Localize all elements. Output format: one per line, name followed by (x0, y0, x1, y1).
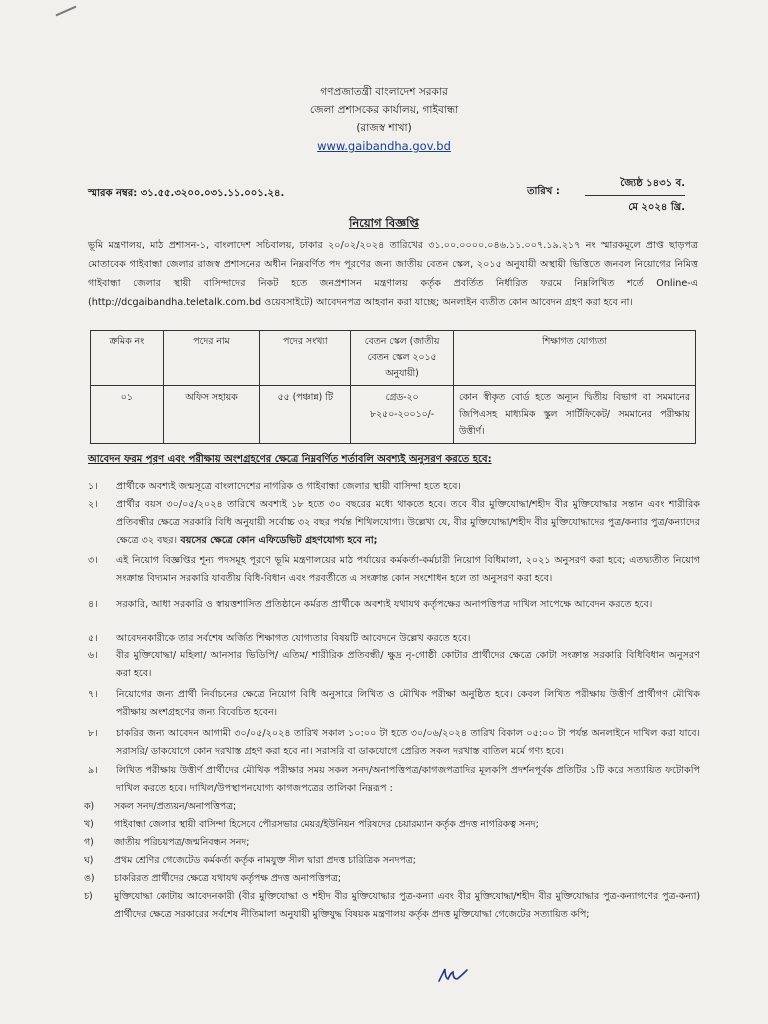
list-text: প্রথম শ্রেণির গেজেটেড কর্মকর্তা কর্তৃক নামযুক্ত সীল দ্বারা প্রদত্ত চারিত্রিক সনদপত্র; (114, 855, 416, 866)
condition-emphasis: বয়সের ক্ষেত্রে কোন এফিডেভিট গ্রহণযোগ্য হবে না; (177, 535, 378, 546)
list-letter: ক) (84, 801, 95, 812)
conditions-heading: আবেদন ফরম পূরণ এবং পরীক্ষায় অংশগ্রহণের ক্ষেত্রে নিম্নবর্ণিত শর্তাবলি অবশ্যই অনুসরণ করতে হবে: (88, 454, 492, 465)
list-text: মুক্তিযোদ্ধা কোটায় আবেদনকারী (বীর মুক্তিযোদ্ধা ও শহীদ বীর মুক্তিযোদ্ধার পুত্র-কন্যা এবং বীর মুক্তিযোদ্ধা/শহীদ বীর মুক্তিযোদ্ধার পুত্র-কন্যাগণের পুত্র-কন্যা) প্রার্থীদের ক্ষেত্রে সরকারের সর্বশেষ নীতিমালা অনুযায়ী মুক্তিযুদ্ধ বিষয়ক মন্ত্রণালয় কর্তৃক প্রদত্ত মুক্তিযোদ্ধা গেজেটের সত্যায়িত কপি; (114, 891, 700, 920)
list-letter: গ) (84, 837, 94, 848)
date-bangla: জ্যৈষ্ঠ ১৪৩১ ব. (585, 176, 685, 196)
condition-item (88, 630, 700, 648)
cell-qualification: কোন স্বীকৃত বোর্ড হতে অন্যূন দ্বিতীয় বিভাগ বা সমমানের জিপিএসহ মাধ্যমিক স্কুল সার্টিফিকেট/ সমমানের পরীক্ষায় উত্তীর্ণ। (453, 386, 695, 444)
condition-number: ৭। (88, 689, 98, 700)
condition-number: ৮। (88, 728, 98, 739)
col-scale: বেতন স্কেল (জাতীয় বেতন স্কেল ২০১৫ অনুযায়ী) (351, 331, 454, 386)
condition-item (88, 725, 700, 761)
list-letter: খ) (84, 819, 94, 830)
signature-initials-icon (436, 965, 470, 985)
condition-number: ৪। (88, 599, 98, 610)
govt-name: গণপ্রজাতন্ত্রী বাংলাদেশ সরকার (320, 86, 448, 98)
table-header-row (91, 331, 696, 386)
website-link[interactable]: www.gaibandha.gov.bd (317, 139, 451, 153)
date-english: মে ২০২৪ খ্রি. (628, 202, 685, 213)
condition-text: নিয়োগের জন্য প্রার্থী নির্বাচনের ক্ষেত্রে নিয়োগ বিধি অনুসারে লিখিত ও মৌখিক পরীক্ষা অনুষ্ঠিত হবে। কেবল লিখিত পরীক্ষায় উত্তীর্ণ প্রার্থীগণ মৌখিক পরীক্ষায় অংশগ্রহণের জন্য বিবেচিত হবেন। (116, 689, 700, 718)
condition-text: আবেদনকারীকে তার সর্বশেষ অর্জিত শিক্ষাগত যোগ্যতার বিষয়টি আবেদনে উল্লেখ করতে হবে। (116, 633, 471, 644)
document-list-item (84, 816, 700, 834)
condition-number: ১। (88, 481, 98, 492)
list-text: জাতীয় পরিচয়পত্র/জন্মনিবন্ধন সনদ; (114, 837, 250, 848)
date-block (585, 176, 685, 217)
condition-text: প্রার্থীর বয়স ৩০/০৫/২০২৪ তারিখে অবশ্যই ১৮ হতে ৩০ বছরের মধ্যে থাকতে হবে। তবে বীর মুক্তিযোদ্ধা/শহীদ বীর মুক্তিযোদ্ধার সন্তান এবং শারীরিক প্রতিবন্ধীর ক্ষেত্রে সরকারি বিধি অনুযায়ী সর্বোচ্চ ৩২ বছর পর্যন্ত শিথিলযোগ্য। উল্লেখ্য যে, বীর মুক্তিযোদ্ধা/শহীদ বীর মুক্তিযোদ্ধাদের পুত্র/কন্যার পুত্র/কন্যাদের ক্ষেত্রে ৩২ বছর। (116, 499, 700, 546)
condition-item (88, 686, 700, 722)
col-count: পদের সংখ্যা (260, 331, 351, 386)
condition-item (88, 762, 700, 798)
condition-text: এই নিয়োগ বিজ্ঞপ্তির শূন্য পদসমূহ পূরণে ভূমি মন্ত্রণালয়ের মাঠ পর্যায়ের কর্মকর্তা-কর্মচারী নিয়োগ বিধিমালা, ২০২১ অনুসরণ করা হবে; এতদ্ব্যতীত নিয়োগ সংক্রান্ত বিদ্যমান সরকারি যাবতীয় বিধি-বিধান এবং পরবর্তীতে এ সংক্রান্ত কোন সংশোধন হলে তা অনুসরণ করা হবে। (116, 555, 700, 584)
table-row (91, 386, 696, 444)
document-list-item (84, 834, 700, 852)
col-post: পদের নাম (163, 331, 260, 386)
document-list-item (84, 888, 700, 924)
condition-number: ৬। (88, 650, 98, 661)
website-line (0, 138, 768, 156)
cell-serial: ০১ (91, 386, 164, 444)
condition-text: লিখিত পরীক্ষায় উত্তীর্ণ প্রার্থীদের মৌখিক পরীক্ষার সময় সকল সনদ/অনাপত্তিপত্র/কাগজপত্রাদির মূলকপি প্রদর্শনপূর্বক প্রতিটির ১টি করে সত্যায়িত ফটোকপি দাখিল করতে হবে। দাখিল/উপস্থাপনযোগ্য কাগজপত্রের তালিকা নিম্নরূপ : (116, 765, 700, 794)
condition-number: ৩। (88, 555, 98, 566)
document-list-item (84, 870, 700, 888)
condition-number: ৫। (88, 633, 98, 644)
section-name: (রাজস্ব শাখা) (356, 122, 412, 134)
condition-number: ২। (88, 499, 98, 510)
list-letter: ঘ) (84, 855, 94, 866)
posts-table (90, 330, 696, 444)
list-text: সকল সনদ/প্রত্যয়ন/অনাপত্তিপত্র; (114, 801, 237, 812)
condition-item (88, 478, 700, 496)
date-label: তারিখ : (527, 186, 560, 197)
list-text: গাইবান্ধা জেলার স্থায়ী বাসিন্দা হিসেবে পৌরসভার মেয়র/ইউনিয়ন পরিষদের চেয়ারম্যান কর্তৃক প্রদত্ত নাগরিকত্ব সনদ; (114, 819, 539, 830)
list-letter: ঙ) (84, 873, 95, 884)
cell-post: অফিস সহায়ক (163, 386, 260, 444)
condition-item (88, 596, 700, 614)
intro-paragraph: ভূমি মন্ত্রণালয়, মাঠ প্রশাসন-১, বাংলাদেশ সচিবালয়, ঢাকার ২০/০২/২০২৪ তারিখের ৩১.০০.০০০০.০৪৬.১১.০০৭.১৯.২১৭ নং স্মারকমূলে প্রাপ্ত ছাড়পত্র মোতাবেক গাইবান্ধা জেলার রাজস্ব প্রশাসনের অধীন নিম্নবর্ণিত পদ পূরণের জন্য জাতীয় বেতন স্কেল, ২০১৫ অনুযায়ী অস্থায়ী ভিত্তিতে জনবল নিয়োগের নিমিত্ত গাইবান্ধা জেলার স্থায়ী বাসিন্দাদের নিকট হতে জনপ্রশাসন মন্ত্রণালয় কর্তৃক প্রবর্তিত নির্ধারিত ফরমে নিম্নলিখিত শর্তে Online-এ (http://dcgaibandha.teletalk.com.bd ওয়েবসাইটে) আবেদনপত্র আহবান করা যাচ্ছে; অনলাইন ব্যতীত কোন আবেদন গ্রহণ করা হবে না। (88, 240, 698, 308)
col-serial: ক্রমিক নং (91, 331, 164, 386)
notice-title: নিয়োগ বিজ্ঞপ্তি (349, 216, 419, 230)
document-list-item (84, 798, 700, 816)
condition-text: সরকারি, আধা সরকারি ও স্বায়ত্তশাসিত প্রতিষ্ঠানে কর্মরত প্রার্থীকে অবশ্যই যথাযথ কর্তৃপক্ষের অনাপত্তিপত্র দাখিল সাপেক্ষে আবেদন করতে হবে। (116, 599, 653, 610)
cell-scale (351, 386, 454, 444)
condition-text: বীর মুক্তিযোদ্ধা/ মহিলা/ আনসার ভিডিপি/ এতিম/ শারীরিক প্রতিবন্ধী/ ক্ষুদ্র নৃ-গোষ্ঠী কোটার প্রার্থীদের ক্ষেত্রে কোটা সংক্রান্ত সরকারি বিধিবিধান অনুসরণ করা হবে। (116, 650, 700, 679)
list-letter: চ) (84, 891, 93, 902)
document-list-item (84, 852, 700, 870)
condition-text: প্রার্থীকে অবশ্যই জন্মসূত্রে বাংলাদেশের নাগরিক ও গাইবান্ধা জেলার স্থায়ী বাসিন্দা হতে হবে। (116, 481, 461, 492)
condition-item (88, 647, 700, 683)
memo-number: স্মারক নম্বর: ৩১.৫৫.৩২০০.০৩১.১১.০০১.২৪. (88, 188, 285, 199)
condition-item (88, 552, 700, 588)
col-qualification: শিক্ষাগত যোগ্যতা (453, 331, 695, 386)
condition-number: ৯। (88, 765, 98, 776)
condition-item (88, 496, 700, 550)
list-text: চাকরিরত প্রার্থীদের ক্ষেত্রে যথাযথ কর্তৃপক্ষ প্রদত্ত অনাপত্তিপত্র; (114, 873, 342, 884)
condition-text: চাকরির জন্য আবেদন আগামী ৩০/০৫/২০২৪ তারিখ সকাল ১০:০০ টা হতে ৩০/০৬/২০২৪ তারিখ বিকাল ০৫:০০ টা পর্যন্ত অনলাইনে দাখিল করা যাবে। সরাসরি/ ডাকযোগে কোন দরখাস্ত গ্রহণ করা হবে না। সরাসরি বা ডাকযোগে প্রেরিত সকল দরখাস্ত বাতিল মর্মে গণ্য হবে। (116, 728, 700, 757)
cell-scale-value: ৮২৫০-২০০১০/- (369, 409, 435, 420)
cell-grade: গ্রেড-২০ (385, 392, 419, 403)
cell-count: ৫৫ (পঞ্চান্ন) টি (260, 386, 351, 444)
scan-mark (56, 6, 77, 17)
office-name: জেলা প্রশাসকের কার্যালয়, গাইবান্ধা (309, 104, 459, 116)
